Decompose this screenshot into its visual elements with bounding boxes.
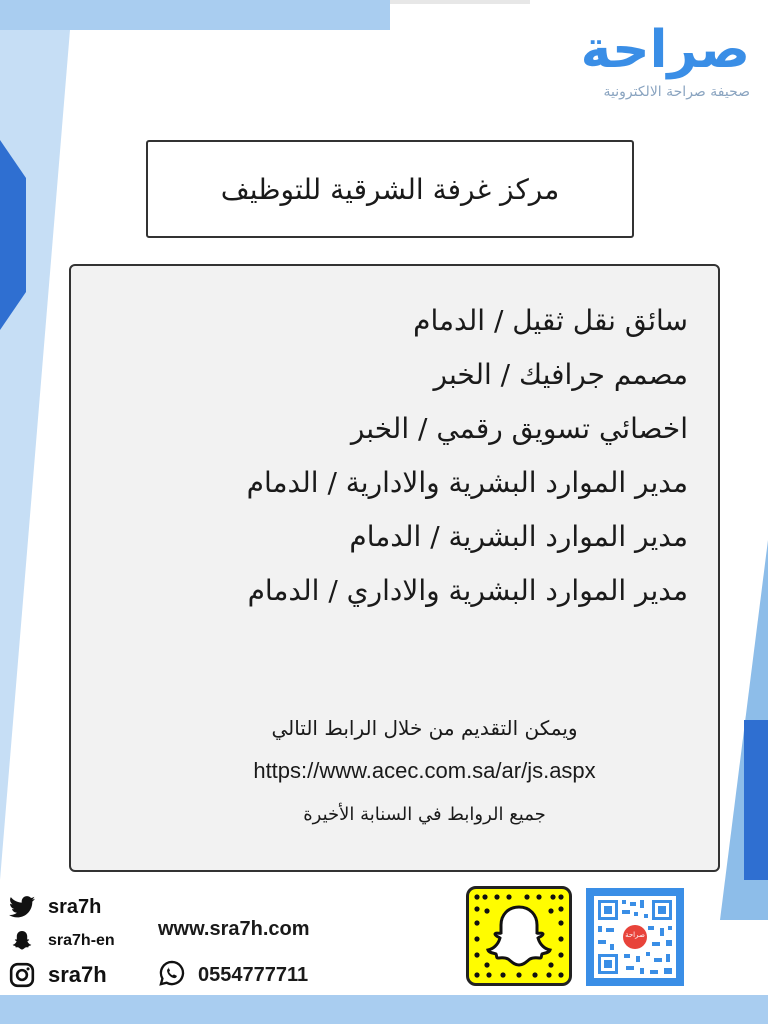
apply-link[interactable]: https://www.acec.com.sa/ar/js.aspx: [253, 758, 596, 783]
whatsapp-icon: [158, 959, 186, 991]
phone-row[interactable]: [158, 959, 310, 991]
twitter-icon: [8, 893, 36, 921]
top-decor-line: [390, 0, 530, 4]
brand-logo: [570, 22, 750, 100]
logo-wordmark: صراحة: [580, 20, 750, 80]
social-list: [8, 890, 115, 992]
apply-instruction: ويمكن التقديم من خلال الرابط التالي: [271, 716, 578, 740]
snapchat-icon: [8, 927, 36, 955]
job-item: مدير الموارد البشرية / الدمام: [349, 520, 688, 553]
qr-badge: صراحة: [625, 931, 645, 939]
links-note: جميع الروابط في السنابة الأخيرة: [303, 804, 546, 825]
top-decor-bar: [0, 0, 390, 30]
jobs-box: [69, 264, 720, 872]
job-list: [128, 294, 688, 618]
right-decor-accent: [744, 720, 768, 880]
snapchat-handle: sra7h-en: [48, 932, 115, 949]
job-item: مصمم جرافيك / الخبر: [433, 358, 688, 391]
snapcode[interactable]: [466, 886, 572, 986]
instagram-handle-row[interactable]: [8, 958, 115, 992]
job-item: سائق نقل ثقيل / الدمام: [413, 304, 688, 337]
qr-code[interactable]: [586, 888, 684, 986]
page-title: مركز غرفة الشرقية للتوظيف: [220, 172, 560, 206]
phone-number: 0554777711: [198, 963, 309, 986]
logo-subtitle: صحيفة صراحة الالكترونية: [603, 84, 750, 100]
job-item: مدير الموارد البشرية والادارية / الدمام: [246, 466, 688, 499]
title-box: [146, 140, 634, 238]
job-item: مدير الموارد البشرية والاداري / الدمام: [247, 574, 688, 607]
twitter-handle-row[interactable]: [8, 890, 115, 924]
contact-info: [158, 918, 310, 991]
instagram-handle: sra7h: [48, 962, 107, 987]
instagram-icon: [8, 961, 36, 989]
twitter-handle: sra7h: [48, 895, 102, 918]
bottom-decor-bar: [0, 995, 768, 1024]
snapchat-handle-row[interactable]: [8, 924, 115, 958]
job-item: اخصائي تسويق رقمي / الخبر: [350, 412, 688, 445]
apply-section: [71, 716, 718, 825]
website-link[interactable]: www.sra7h.com: [158, 918, 310, 940]
